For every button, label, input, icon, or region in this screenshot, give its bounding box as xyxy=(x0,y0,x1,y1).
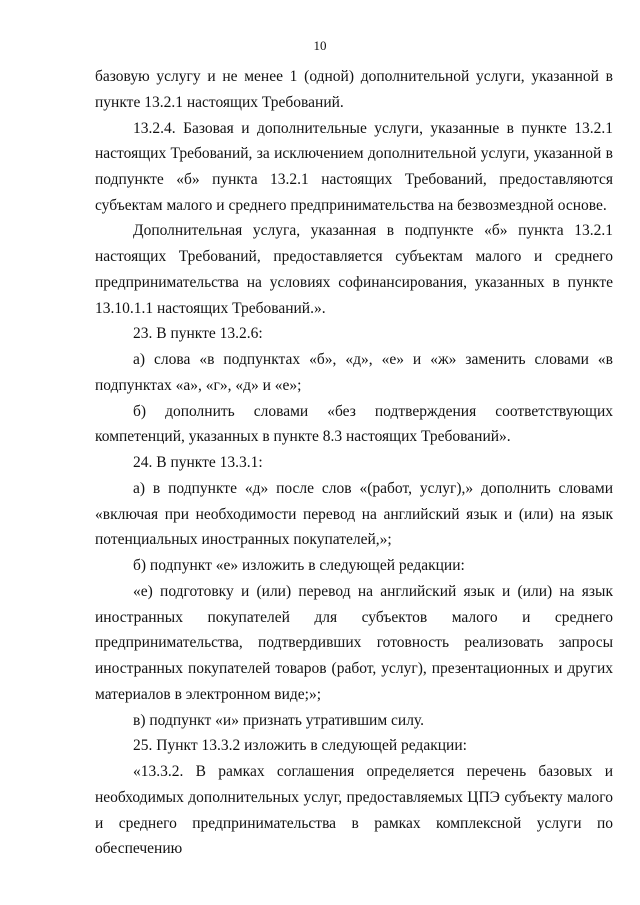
paragraph: б) дополнить словами «без подтверждения соответствующих компетенций, указанных в пункте 8.3 настоящих Требований». xyxy=(95,402,613,446)
paragraph: «13.3.2. В рамках соглашения определяется перечень базовых и необходимых дополнительных услуг, предоставляемых ЦПЭ субъекту малого и среднего предпринимательства в рамках комплексной услуги по обеспечению xyxy=(95,763,613,858)
paragraph: Дополнительная услуга, указанная в подпункте «б» пункта 13.2.1 настоящих Требований, предоставляется субъектам малого и среднего предпринимательства на условиях софинансирования, указанных в пункте 13.10.1.1 настоящих Требований.». xyxy=(95,222,613,317)
paragraph: б) подпункт «е» изложить в следующей редакции: xyxy=(133,557,465,575)
paragraph: в) подпункт «и» признать утратившим силу. xyxy=(133,711,425,729)
paragraph: «е) подготовку и (или) перевод на английский язык и (или) на язык иностранных покупателей для субъектов малого и среднего предпринимательства, подтвердивших готовность реализовать запросы иностранных покупателей товаров (работ, услуг), презентационных и других материалов в электронном виде;»; xyxy=(95,582,613,703)
document-body xyxy=(95,64,613,862)
paragraph: 24. В пункте 13.3.1: xyxy=(133,454,263,472)
paragraph: базовую услугу и не менее 1 (одной) дополнительной услуги, указанной в пункте 13.2.1 настоящих Требований. xyxy=(95,68,613,111)
paragraph: а) в подпункте «д» после слов «(работ, услуг),» дополнить словами «включая при необходимости перевод на английский язык и (или) на язык потенциальных иностранных покупателей,»; xyxy=(95,479,613,549)
paragraph: 25. Пункт 13.3.2 изложить в следующей редакции: xyxy=(133,737,467,755)
page-number: 10 xyxy=(313,38,327,53)
paragraph: 23. В пункте 13.2.6: xyxy=(133,325,263,343)
paragraph: а) слова «в подпунктах «б», «д», «е» и «ж» заменить словами «в подпунктах «а», «г», «д» и «е»; xyxy=(95,351,613,394)
paragraph: 13.2.4. Базовая и дополнительные услуги, указанные в пункте 13.2.1 настоящих Требований, за исключением дополнительной услуги, указанной в подпункте «б» пункта 13.2.1 настоящих Требований, предоставляются субъектам малого и среднего предпринимательства на безвозмездной основе. xyxy=(95,119,613,214)
